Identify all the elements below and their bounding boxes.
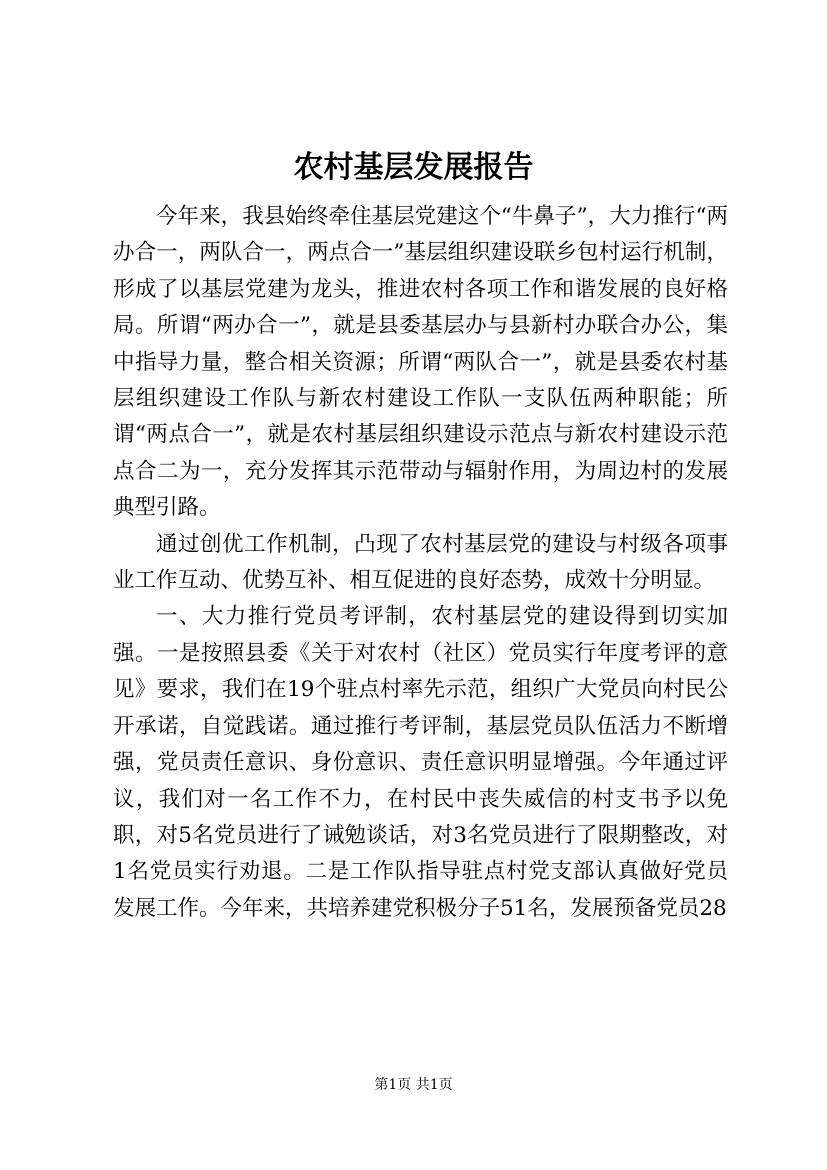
paragraph-intro: 今年来，我县始终牵住基层党建这个“牛鼻子”，大力推行“两办合一，两队合一，两点合一”基层组织建设联乡包村运行机制，形成了以基层党建为龙头，推进农村各项工作和谐发展的良好格局。所谓“两办合一”，就是县委基层办与县新村办联合办公，集中指导力量，整合相关资源；所谓“两队合一”，就是县委农村基层组织建设工作队与新农村建设工作队一支队伍两种职能；所谓“两点合一”，就是农村基层组织建设示范点与新农村建设示范点合二为一，充分发挥其示范带动与辐射作用，为周边村的发展典型引路。 [113,204,728,521]
paragraph-summary: 通过创优工作机制，凸现了农村基层党的建设与村级各项事业工作互动、优势互补、相互促进的良好态势，成效十分明显。 [113,531,728,594]
paragraph-section-one: 一、大力推行党员考评制，农村基层党的建设得到切实加强。一是按照县委《关于对农村（社区）党员实行年度考评的意见》要求，我们在19个驻点村率先示范，组织广大党员向村民公开承诺，自觉践诺。通过推行考评制，基层党员队伍活力不断增强，党员责任意识、身份意识、责任意识明显增强。今年通过评议，我们对一名工作不力，在村民中丧失威信的村支书予以免职，对5名党员进行了诫勉谈话，对3名党员进行了限期整改，对1名党员实行劝退。二是工作队指导驻点村党支部认真做好党员发展工作。今年来，共培养建党积极分子51名，发展预备党员28 [113,604,728,921]
document-body [113,199,728,927]
document-title: 农村基层发展报告 [293,150,534,185]
page-footer: 第1页 共1页 [374,1077,453,1093]
